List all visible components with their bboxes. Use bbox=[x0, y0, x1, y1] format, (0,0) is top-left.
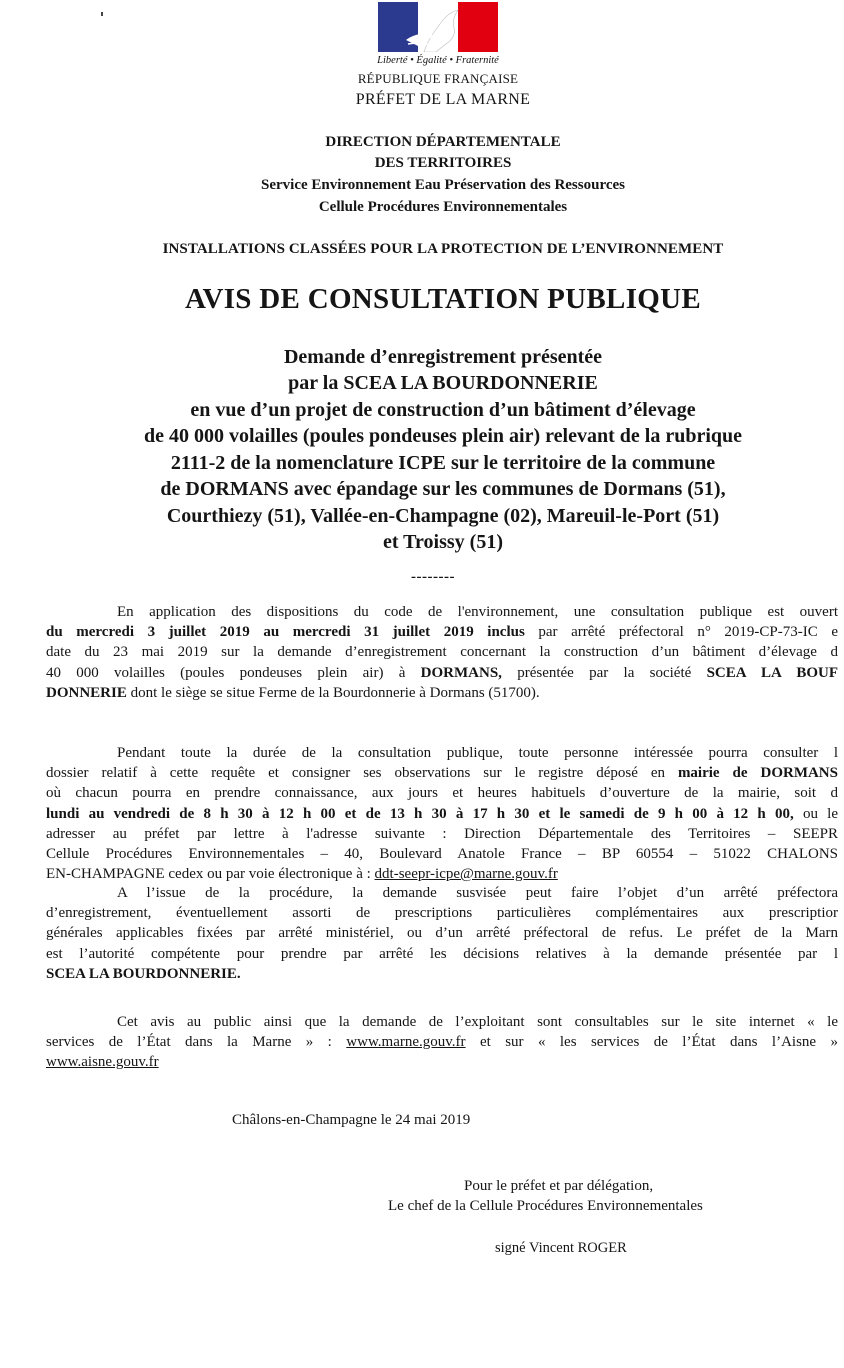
marianne-logo bbox=[378, 2, 498, 52]
p3-text: est l’autorité compétente pour prendre par arrêté les décisions relatives à la demande présentée par l bbox=[46, 945, 838, 962]
p3-text: d’enregistrement, éventuellement assorti de prescriptions particulières complémentaires aux prescriptior bbox=[46, 905, 838, 922]
p2-line-5 bbox=[46, 824, 838, 844]
paragraph-registry bbox=[46, 743, 838, 884]
opening-hours: lundi au vendredi de 8 h 30 à 12 h 00 et de 13 h 30 à 17 h 30 et le samedi de 9 h 00 à 12 h 00, bbox=[46, 805, 794, 822]
signature-title: Le chef de la Cellule Procédures Environnementales bbox=[388, 1198, 703, 1214]
p2-text: adresser au préfet par lettre à l'adresse suivante : Direction Départementale des Territoires – SEEPR bbox=[46, 825, 838, 842]
p2-line-3 bbox=[46, 783, 838, 803]
company-name: SCEA LA BOURDONNERIE. bbox=[46, 965, 241, 982]
p2-line-6 bbox=[46, 844, 838, 864]
p1-text: présentée par la société bbox=[501, 664, 707, 681]
p4-text: Cet avis au public ainsi que la demande de l’exploitant sont consultables sur le site internet « le bbox=[117, 1014, 838, 1030]
subject-line-2: par la SCEA LA BOURDONNERIE bbox=[288, 372, 598, 394]
p1-line-5 bbox=[46, 683, 838, 703]
scan-speck bbox=[101, 12, 103, 16]
subject-line-8: et Troissy (51) bbox=[383, 531, 503, 553]
p2-text: où chacun pourra en prendre connaissance, aux jours et heures habituels d’ouverture de la mairie, soit d bbox=[46, 785, 838, 802]
company-name: SCEA LA BOUF bbox=[706, 664, 838, 681]
marne-website-link[interactable]: www.marne.gouv.fr bbox=[346, 1034, 466, 1051]
p4-text: et sur « les services de l’État dans l’Aisne » bbox=[465, 1034, 838, 1051]
p4-line-3 bbox=[46, 1052, 838, 1072]
p2-line-4 bbox=[46, 804, 838, 824]
p1-text: En application des dispositions du code de l'environnement, une consultation publique est ouvert bbox=[117, 604, 838, 620]
commune-name: DORMANS, bbox=[420, 664, 502, 681]
republic-name: RÉPUBLIQUE FRANÇAISE bbox=[357, 71, 519, 86]
subject-separator: -------- bbox=[411, 569, 455, 585]
p2-line-2 bbox=[46, 763, 838, 783]
p1-line-4 bbox=[46, 663, 838, 683]
icpe-heading: INSTALLATIONS CLASSÉES POUR LA PROTECTION DE L’ENVIRONNEMENT bbox=[162, 241, 724, 257]
subject-line-7: Courthiezy (51), Vallée-en-Champagne (02), Mareuil-le-Port (51) bbox=[166, 505, 720, 527]
p3-line-4 bbox=[46, 944, 838, 964]
p3-text: A l’issue de la procédure, la demande susvisée peut faire l’objet d’un arrêté préfectora bbox=[117, 885, 838, 901]
notice-title: AVIS DE CONSULTATION PUBLIQUE bbox=[184, 283, 702, 315]
p2-text: ou le bbox=[793, 805, 838, 822]
town-hall: mairie de DORMANS bbox=[677, 765, 838, 782]
p2-line-1 bbox=[46, 743, 838, 763]
p4-text: services de l’État dans la Marne » : bbox=[46, 1034, 347, 1051]
p2-text: Cellule Procédures Environnementales – 40, Boulevard Anatole France – BP 60554 – 51022 CHALONS bbox=[46, 845, 838, 862]
p1-text: par arrêté préfectoral n° 2019-CP-73-IC e bbox=[524, 624, 838, 641]
p1-line-2 bbox=[46, 622, 838, 642]
service-line: Service Environnement Eau Préservation des Ressources bbox=[261, 177, 625, 193]
p2-line-7 bbox=[46, 864, 838, 884]
p3-line-1 bbox=[46, 883, 838, 903]
p4-line-2 bbox=[46, 1032, 838, 1052]
p1-line-3 bbox=[46, 642, 838, 662]
p1-text: 40 000 volailles (poules pondeuses plein air) à bbox=[46, 664, 421, 681]
email-link[interactable]: ddt-seepr-icpe@marne.gouv.fr bbox=[374, 866, 558, 883]
republic-motto: Liberté • Égalité • Fraternité bbox=[377, 55, 499, 66]
p2-text: EN-CHAMPAGNE cedex ou par voie électronique à : bbox=[46, 866, 375, 883]
subject-line-3: en vue d’un projet de construction d’un bâtiment d’élevage bbox=[190, 399, 696, 421]
cell-line: Cellule Procédures Environnementales bbox=[318, 199, 568, 215]
p3-line-5 bbox=[46, 964, 838, 984]
p2-text: Pendant toute la durée de la consultation publique, toute personne intéressée pourra consulter l bbox=[117, 745, 838, 761]
paragraph-websites bbox=[46, 1012, 838, 1073]
p2-text: dossier relatif à cette requête et consigner ses observations sur le registre déposé en bbox=[46, 765, 678, 782]
aisne-website-link[interactable]: www.aisne.gouv.fr bbox=[46, 1054, 159, 1071]
paragraph-outcome bbox=[46, 883, 838, 984]
place-date: Châlons-en-Champagne le 24 mai 2019 bbox=[232, 1112, 471, 1128]
p3-line-2 bbox=[46, 903, 838, 923]
direction-line-1: DIRECTION DÉPARTEMENTALE bbox=[325, 134, 561, 150]
p4-line-1 bbox=[46, 1012, 838, 1032]
p1-text: date du 23 mai 2019 sur la demande d’enregistrement concernant la construction d’un bâtiment d’élevage d bbox=[46, 644, 838, 661]
signature-name: signé Vincent ROGER bbox=[495, 1240, 627, 1256]
direction-line-2: DES TERRITOIRES bbox=[374, 155, 512, 171]
paragraph-consultation bbox=[46, 602, 838, 703]
p3-text: générales applicables fixées par arrêté ministériel, ou d’un arrêté préfectoral de refus. Le préfet de la Marn bbox=[46, 925, 838, 942]
company-name: DONNERIE bbox=[46, 684, 127, 701]
consultation-dates: du mercredi 3 juillet 2019 au mercredi 31 juillet 2019 inclus bbox=[46, 624, 525, 641]
subject-line-4: de 40 000 volailles (poules pondeuses plein air) relevant de la rubrique bbox=[144, 425, 742, 447]
p1-line-1 bbox=[46, 602, 838, 622]
subject-line-5: 2111-2 de la nomenclature ICPE sur le territoire de la commune bbox=[170, 452, 716, 474]
p1-text: dont le siège se situe Ferme de la Bourdonnerie à Dormans (51700). bbox=[126, 684, 540, 701]
prefecture-name: PRÉFET DE LA MARNE bbox=[355, 91, 531, 108]
p3-line-3 bbox=[46, 923, 838, 943]
subject-line-6: de DORMANS avec épandage sur les communes de Dormans (51), bbox=[160, 478, 726, 500]
subject-line-1: Demande d’enregistrement présentée bbox=[283, 346, 603, 368]
signature-delegation: Pour le préfet et par délégation, bbox=[464, 1178, 654, 1194]
